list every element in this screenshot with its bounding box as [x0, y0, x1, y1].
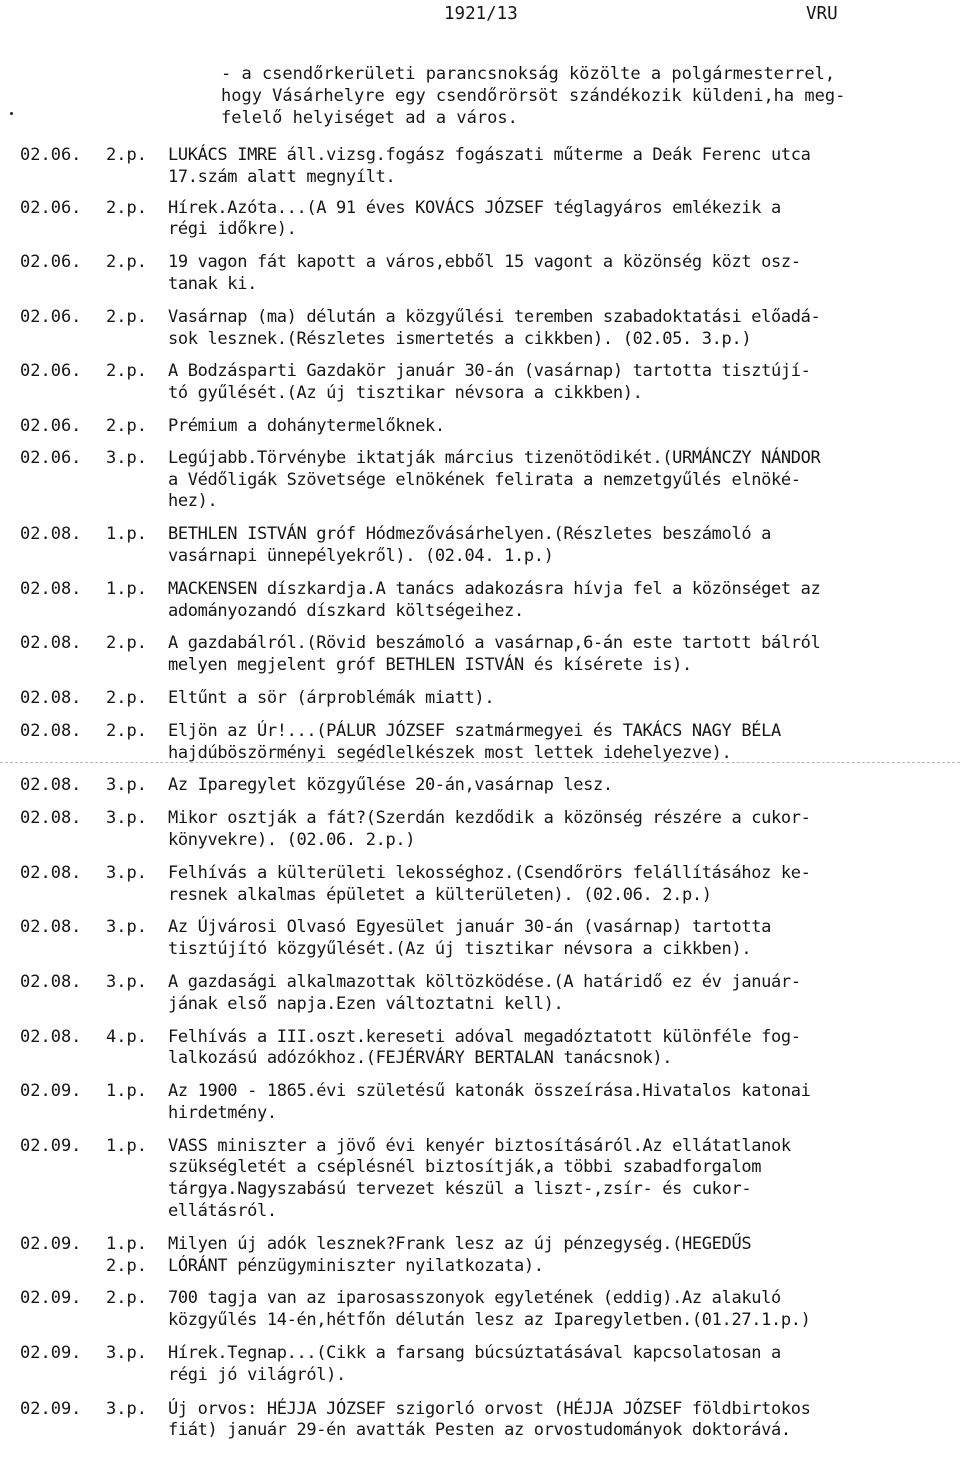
entry-date: 02.08.	[20, 578, 82, 599]
entry-page: 2.p.	[106, 1288, 147, 1309]
entry-page: 4.p.	[106, 1026, 147, 1047]
document-tag: VRU	[806, 4, 838, 24]
entry-text: Az Iparegylet közgyűlése 20-án,vasárnap lesz.	[168, 775, 613, 796]
entry-date: 02.08.	[20, 524, 82, 545]
entry-page: 3.p.	[106, 917, 147, 938]
entry-date: 02.09.	[20, 1288, 82, 1309]
entry-text: Legújabb.Törvénybe iktatják március tizenötödikét.(URMÁNCZY NÁNDOR a Védőligák Szövetsége elnökének felirata a nemzetgyűlés elnöké- hez).	[168, 447, 821, 512]
entry-date: 02.06.	[20, 252, 82, 273]
entry-date: 02.08.	[20, 862, 82, 883]
list-item	[20, 1288, 950, 1332]
entry-page: 3.p.	[106, 1343, 147, 1364]
entry-date: 02.08.	[20, 1026, 82, 1047]
list-item	[20, 579, 950, 623]
entry-page: 3.p.	[106, 808, 147, 829]
entry-date: 02.06.	[20, 447, 82, 468]
entry-text: A Bodzásparti Gazdakör január 30-án (vasárnap) tartotta tisztújí- tó gyűlését.(Az új tisztikar névsora a cikkben).	[168, 361, 811, 404]
entry-text: Milyen új adók lesznek?Frank lesz az új pénzegység.(HEGEDŰS LÓRÁNT pénzügyminiszter nyilatkozata).	[168, 1233, 752, 1276]
list-item	[20, 863, 950, 907]
entry-list	[20, 145, 950, 1442]
entry-page: 3.p.	[106, 447, 147, 468]
list-item	[20, 1234, 950, 1278]
list-item	[20, 688, 950, 710]
list-item	[20, 917, 950, 961]
entry-date: 02.08.	[20, 687, 82, 708]
list-item	[20, 1399, 950, 1443]
entry-date: 02.08.	[20, 775, 82, 796]
entry-text: 19 vagon fát kapott a város,ebből 15 vagont a közönség közt osz- tanak ki.	[168, 252, 801, 294]
entry-text: MACKENSEN díszkardja.A tanács adakozásra hívja fel a közönséget az adományozandó díszkard költségeihez.	[168, 578, 821, 621]
list-item	[20, 524, 950, 568]
entry-date: 02.09.	[20, 1233, 82, 1254]
entry-page: 2.p.	[106, 415, 147, 436]
entry-page: 2.p.	[106, 361, 147, 382]
list-item	[20, 307, 950, 351]
entry-page: 2.p.	[106, 252, 147, 273]
entry-text: Eltűnt a sör (árproblémák miatt).	[168, 687, 495, 708]
entry-text: A gazdasági alkalmazottak költözködése.(A határidő ez év január- jának első napja.Ezen változtatni kell).	[168, 971, 801, 1014]
list-item	[20, 1081, 950, 1125]
entry-date: 02.06.	[20, 415, 82, 436]
entry-page: 3.p.	[106, 862, 147, 883]
entry-date: 02.08.	[20, 633, 82, 654]
document-id: 1921/13	[444, 4, 518, 24]
margin-dot	[10, 112, 13, 115]
entry-date: 02.08.	[20, 917, 82, 938]
entry-text: Új orvos: HÉJJA JÓZSEF szigorló orvost (HÉJJA JÓZSEF földbirtokos fiát) január 29-én avatták Pesten az orvostudományok doktorává.	[168, 1398, 811, 1441]
entry-date: 02.09.	[20, 1343, 82, 1364]
entry-text: Vasárnap (ma) délután a közgyűlési teremben szabadoktatási előadá- sok lesznek.(Részletes ismertetés a cikkben). (02.05. 3.p.)	[168, 306, 821, 349]
entry-date: 02.06.	[20, 145, 82, 165]
entry-date: 02.09.	[20, 1135, 82, 1156]
entry-date: 02.09.	[20, 1398, 82, 1419]
entry-page: 3.p.	[106, 1398, 147, 1419]
entry-page: 1.p.	[106, 578, 147, 599]
list-item	[20, 145, 950, 189]
entry-page: 1.p.	[106, 1135, 147, 1156]
entry-date: 02.06.	[20, 197, 82, 218]
entry-text: Mikor osztják a fát?(Szerdán kezdődik a közönség részére a cukor- könyvekre). (02.06. 2.p.)	[168, 808, 811, 850]
entry-text: Az 1900 - 1865.évi születésű katonák összeírása.Hivatalos katonai hirdetmény.	[168, 1081, 811, 1123]
list-item	[20, 633, 950, 677]
entry-date: 02.09.	[20, 1081, 82, 1102]
intro-paragraph	[221, 63, 951, 129]
entry-text: Felhívás a külterületi lekosséghoz.(Csendőrörs felállításához ke- resnek alkalmas épületet a külterületen). (02.06. 2.p.)	[168, 862, 811, 905]
entry-text: Az Újvárosi Olvasó Egyesület január 30-án (vasárnap) tartotta tisztújító közgyűlését.(Az új tisztikar névsora a cikkben).	[168, 917, 771, 960]
entry-text: Hírek.Azóta...(A 91 éves KOVÁCS JÓZSEF téglagyáros emlékezik a régi időkre).	[168, 197, 781, 240]
list-item	[20, 416, 950, 438]
page-header	[0, 4, 960, 30]
entry-text: Eljön az Úr!...(PÁLUR JÓZSEF szatmármegyei és TAKÁCS NAGY BÉLA hajdúböszörményi segédlelkészek most lettek idehelyezve).	[168, 720, 781, 763]
entry-page: 3.p.	[106, 775, 147, 796]
entry-page: 2.p.	[106, 145, 147, 165]
list-item	[20, 775, 950, 797]
entry-page: 2.p.	[106, 197, 147, 218]
entry-date: 02.06.	[20, 306, 82, 327]
entry-text: Hírek.Tegnap...(Cikk a farsang búcsúztatásával kapcsolatosan a régi jó világról).	[168, 1343, 781, 1385]
entry-page: 1.p. 2.p.	[106, 1233, 147, 1276]
entry-text: 700 tagja van az iparosasszonyok egyletének (eddig).Az alakuló közgyűlés 14-én,hétfőn délután lesz az Iparegyletben.(01.27.1.p.)	[168, 1288, 811, 1331]
list-item	[20, 448, 950, 513]
entry-date: 02.08.	[20, 720, 82, 741]
entry-page: 1.p.	[106, 524, 147, 545]
list-item	[20, 198, 950, 242]
entry-date: 02.08.	[20, 808, 82, 829]
entry-text: VASS miniszter a jövő évi kenyér biztosításáról.Az ellátatlanok szükségletét a cséplésnél biztosítják,a többi szabadforgalom tárgya.Nagyszabású tervezet készül a liszt-,zsír- és cukor- ellátásról.	[168, 1135, 791, 1222]
entry-date: 02.08.	[20, 971, 82, 992]
list-item	[20, 808, 950, 852]
entry-text: LUKÁCS IMRE áll.vizsg.fogász fogászati műterme a Deák Ferenc utca 17.szám alatt megnyílt.	[168, 145, 811, 187]
entry-text: BETHLEN ISTVÁN gróf Hódmezővásárhelyen.(Részletes beszámoló a vasárnapi ünnepélyekről). (02.04. 1.p.)	[168, 524, 771, 566]
list-item	[20, 252, 950, 296]
intro-text: - a csendőrkerületi parancsnokság közölte a polgármesterrel, hogy Vásárhelyre egy csendőrörsöt szándékozik küldeni,ha meg- felelő helyiséget ad a város.	[221, 64, 846, 128]
entry-text: Prémium a dohánytermelőknek.	[168, 415, 445, 436]
entry-date: 02.06.	[20, 361, 82, 382]
list-item	[20, 721, 950, 765]
entry-page: 3.p.	[106, 971, 147, 992]
entry-page: 1.p.	[106, 1081, 147, 1102]
list-item	[20, 1136, 950, 1223]
list-item	[20, 1343, 950, 1387]
entry-page: 2.p.	[106, 633, 147, 654]
entry-text: A gazdabálról.(Rövid beszámoló a vasárnap,6-án este tartott bálról melyen megjelent gróf BETHLEN ISTVÁN és kísérete is).	[168, 633, 821, 676]
entry-text: Felhívás a III.oszt.kereseti adóval megadóztatott különféle fog- lalkozású adózókhoz.(FEJÉRVÁRY BERTALAN tanácsnok).	[168, 1026, 801, 1069]
list-item	[20, 972, 950, 1016]
entry-page: 2.p.	[106, 687, 147, 708]
entry-page: 2.p.	[106, 720, 147, 741]
entry-page: 2.p.	[106, 306, 147, 327]
list-item	[20, 1027, 950, 1071]
list-item	[20, 361, 950, 405]
